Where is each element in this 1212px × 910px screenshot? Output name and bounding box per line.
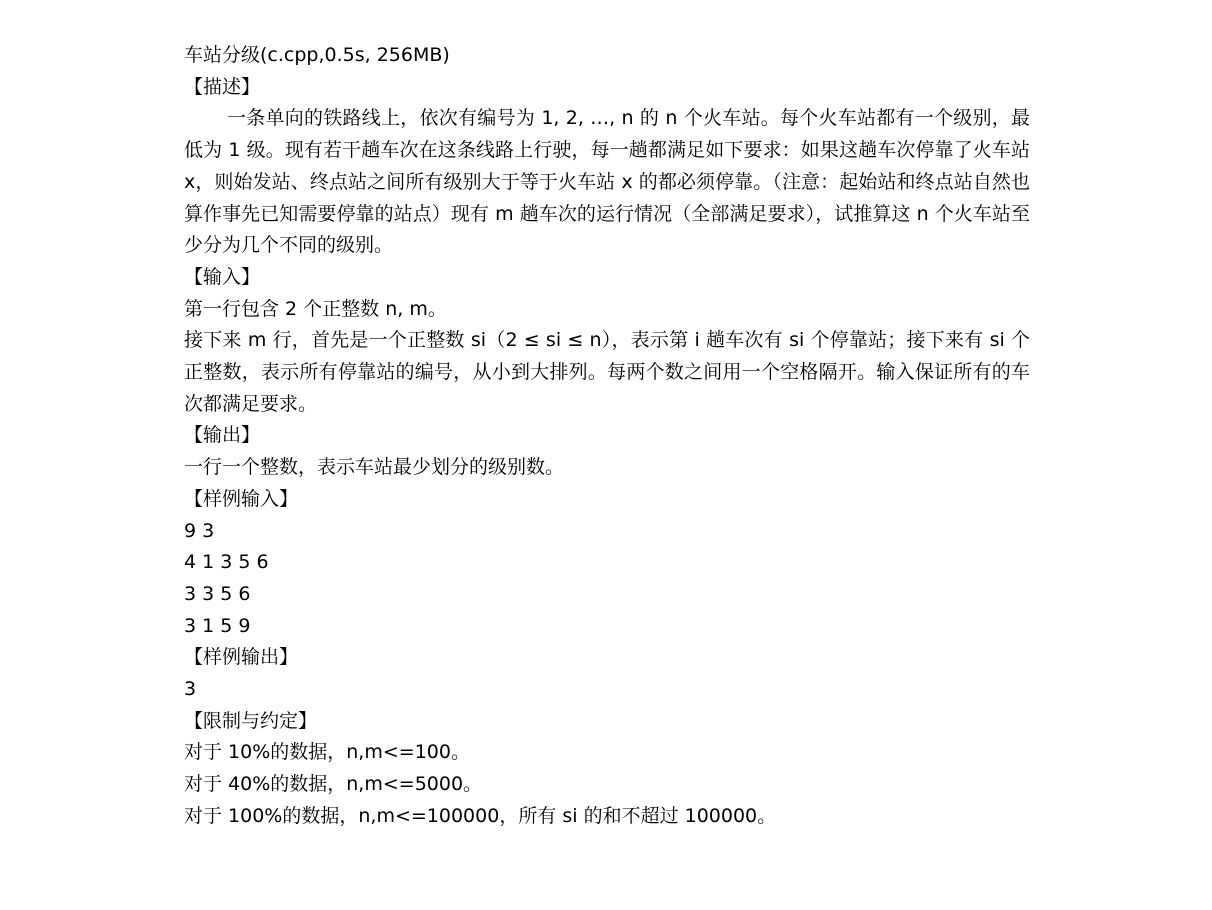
limits-heading: 【限制与约定】 — [184, 709, 318, 732]
input-line-2: 接下来 m 行，首先是一个正整数 si（2 ≤ si ≤ n），表示第 i 趟车次有 si 个停靠站；接下来有 si 个正整数，表示所有停靠站的编号，从小到大排列。每两个数之间用一个空格隔开。输入保证所有的车次都满足要求。 — [184, 329, 1030, 415]
problem-document — [184, 40, 1030, 833]
description-text: 一条单向的铁路线上，依次有编号为 1, 2, …, n 的 n 个火车站。每个火车站都有一个级别，最低为 1 级。现有若干趟车次在这条线路上行驶，每一趟都满足如下要求：如果这趟车次停靠了火车站 x，则始发站、终点站之间所有级别大于等于火车站 x 的都必须停靠。（注意：起始站和终点站自然也算作事先已知需要停靠的站点）现有 m 趟车次的运行情况（全部满足要求），试推算这 n 个火车站至少分为几个不同的级别。 — [184, 107, 1030, 257]
input-heading: 【输入】 — [184, 265, 261, 288]
sample-input-line: 9 3 — [184, 519, 215, 542]
sample-input-heading: 【样例输入】 — [184, 487, 299, 510]
limits-line: 对于 40%的数据，n,m<=5000。 — [184, 773, 483, 796]
limits-line: 对于 100%的数据，n,m<=100000，所有 si 的和不超过 100000。 — [184, 804, 777, 827]
sample-input-line: 3 3 5 6 — [184, 582, 251, 605]
sample-output-heading: 【样例输出】 — [184, 646, 299, 669]
sample-input-line: 4 1 3 5 6 — [184, 551, 269, 574]
sample-input-line: 3 1 5 9 — [184, 614, 251, 637]
output-heading: 【输出】 — [184, 424, 261, 447]
output-line-1: 一行一个整数，表示车站最少划分的级别数。 — [184, 456, 565, 479]
problem-title: 车站分级(c.cpp,0.5s, 256MB) — [184, 44, 450, 66]
input-line-1: 第一行包含 2 个正整数 n, m。 — [184, 297, 447, 320]
description-heading: 【描述】 — [184, 75, 261, 98]
limits-line: 对于 10%的数据，n,m<=100。 — [184, 741, 470, 764]
sample-output-line: 3 — [184, 678, 197, 701]
